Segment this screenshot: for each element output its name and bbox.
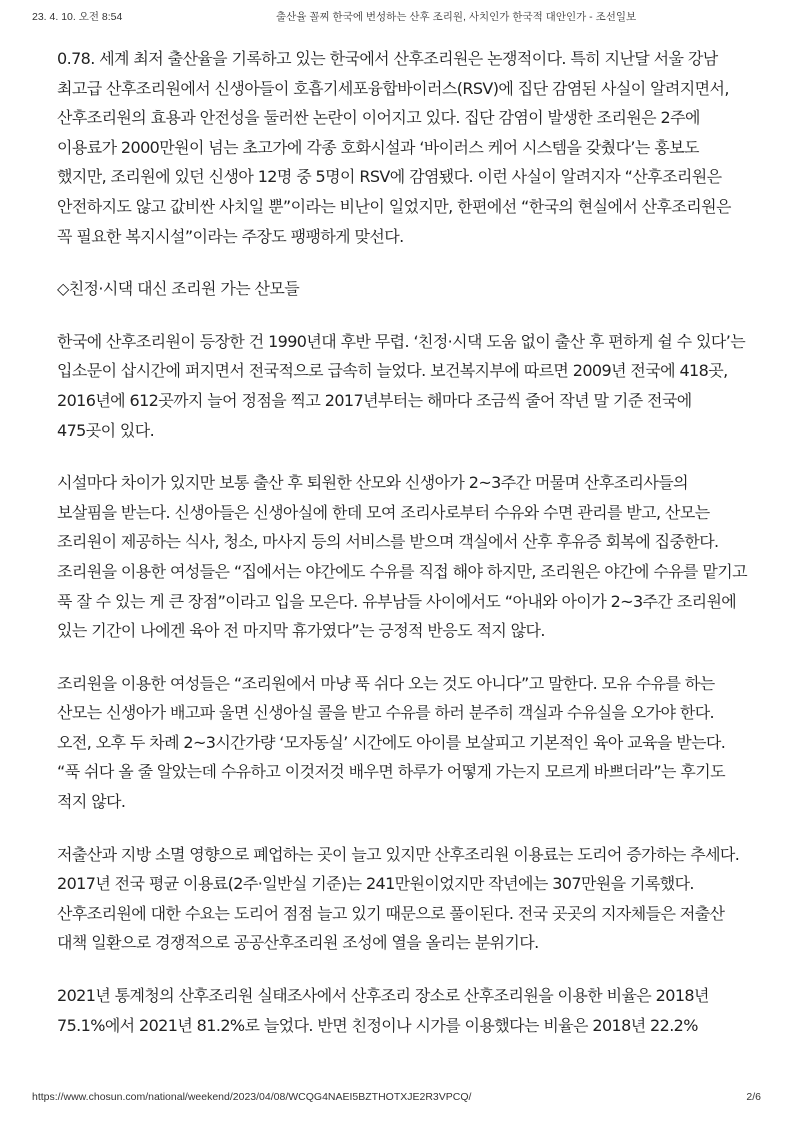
print-header — [32, 9, 761, 25]
article-paragraph: 시설마다 차이가 있지만 보통 출산 후 퇴원한 산모와 신생아가 2~3주간 머물며 산후조리사들의 보살핌을 받는다. 신생아들은 신생아실에 한데 모여 조리사로부터 수유와 수면 관리를 받고, 산모는 조리원이 제공하는 식사, 청소, 마사지 등의 서비스를 받으며 객실에서 산후 후유증 회복에 집중한다. 조리원을 이용한 여성들은 “집에서는 야간에도 수유를 직접 해야 하지만, 조리원은 야간에 수유를 맡기고 푹 잘 수 있는 게 큰 장점”이라고 입을 모은다. 유부남들 사이에서도 “아내와 아이가 2~3주간 조리원에 있는 기간이 나에겐 육아 전 마지막 휴가였다”는 긍정적 반응도 적지 않다. — [57, 473, 747, 641]
article-paragraph: 조리원을 이용한 여성들은 “조리원에서 마냥 푹 쉬다 오는 것도 아니다”고 말한다. 모유 수유를 하는 산모는 신생아가 배고파 울면 신생아실 콜을 받고 수유를 하러 분주히 객실과 수유실을 오가야 한다. 오전, 오후 두 차례 2~3시간가량 ‘모자동실’ 시간에도 아이를 보살피고 기본적인 육아 교육을 받는다. “푹 쉬다 올 줄 알았는데 수유하고 이것저것 배우면 하루가 어떻게 가는지 모르게 바쁘더라”는 후기도 적지 않다. — [57, 673, 726, 812]
article-paragraph: 2021년 통계청의 산후조리원 실태조사에서 산후조리 장소로 산후조리원을 이용한 비율은 2018년 75.1%에서 2021년 81.2%로 늘었다. 반면 친정이나 시가를 이용했다는 비율은 2018년 22.2% — [57, 986, 709, 1035]
print-footer — [32, 1091, 761, 1107]
article-paragraph: 저출산과 지방 소멸 영향으로 폐업하는 곳이 늘고 있지만 산후조리원 이용료는 도리어 증가하는 추세다. 2017년 전국 평균 이용료(2주·일반실 기준)는 241만원이었지만 작년에는 307만원을 기록했다. 산후조리원에 대한 수요는 도리어 점점 늘고 있기 때문으로 풀이된다. 전국 곳곳의 지자체들은 저출산 대책 일환으로 경쟁적으로 공공산후조리원 조성에 열을 올리는 분위기다. — [57, 844, 740, 953]
print-date: 23. 4. 10. 오전 8:54 — [32, 11, 123, 23]
article-body — [57, 44, 747, 1040]
article-paragraph: 0.78. 세계 최저 출산율을 기록하고 있는 한국에서 산후조리원은 논쟁적이다. 특히 지난달 서울 강남 최고급 산후조리원에서 신생아들이 호흡기세포융합바이러스(RSV)에 집단 감염된 사실이 알려지면서, 산후조리원의 효용과 안전성을 둘러싼 논란이 이어지고 있다. 집단 감염이 발생한 조리원은 2주에 이용료가 2000만원이 넘는 초고가에 각종 호화시설과 ‘바이러스 케어 시스템을 갖췄다’는 홍보도 했지만, 조리원에 있던 신생아 12명 중 5명이 RSV에 감염됐다. 이런 사실이 알려지자 “산후조리원은 안전하지도 않고 값비싼 사치일 뿐”이라는 비난이 일었지만, 한편에선 “한국의 현실에서 산후조리원은 꼭 필요한 복지시설”이라는 주장도 팽팽하게 맞선다. — [57, 49, 731, 246]
page-url: https://www.chosun.com/national/weekend/2023/04/08/WCQG4NAEI5BZTHOTXJE2R3VPCQ/ — [32, 1091, 472, 1103]
print-page-title: 출산율 꼴찌 한국에 번성하는 산후 조리원, 사치인가 한국적 대안인가 - 조선일보 — [276, 11, 637, 23]
page-number: 2/6 — [746, 1091, 761, 1103]
article-paragraph: 한국에 산후조리원이 등장한 건 1990년대 후반 무렵. ‘친정·시댁 도움 없이 출산 후 편하게 쉴 수 있다’는 입소문이 삽시간에 퍼지면서 전국적으로 급속히 늘었다. 보건복지부에 따르면 2009년 전국에 418곳, 2016년에 612곳까지 늘어 정점을 찍고 2017년부터는 해마다 조금씩 줄어 작년 말 기준 전국에 475곳이 있다. — [57, 331, 746, 440]
section-subheading: ◇친정·시댁 대신 조리원 가는 산모들 — [57, 279, 300, 299]
